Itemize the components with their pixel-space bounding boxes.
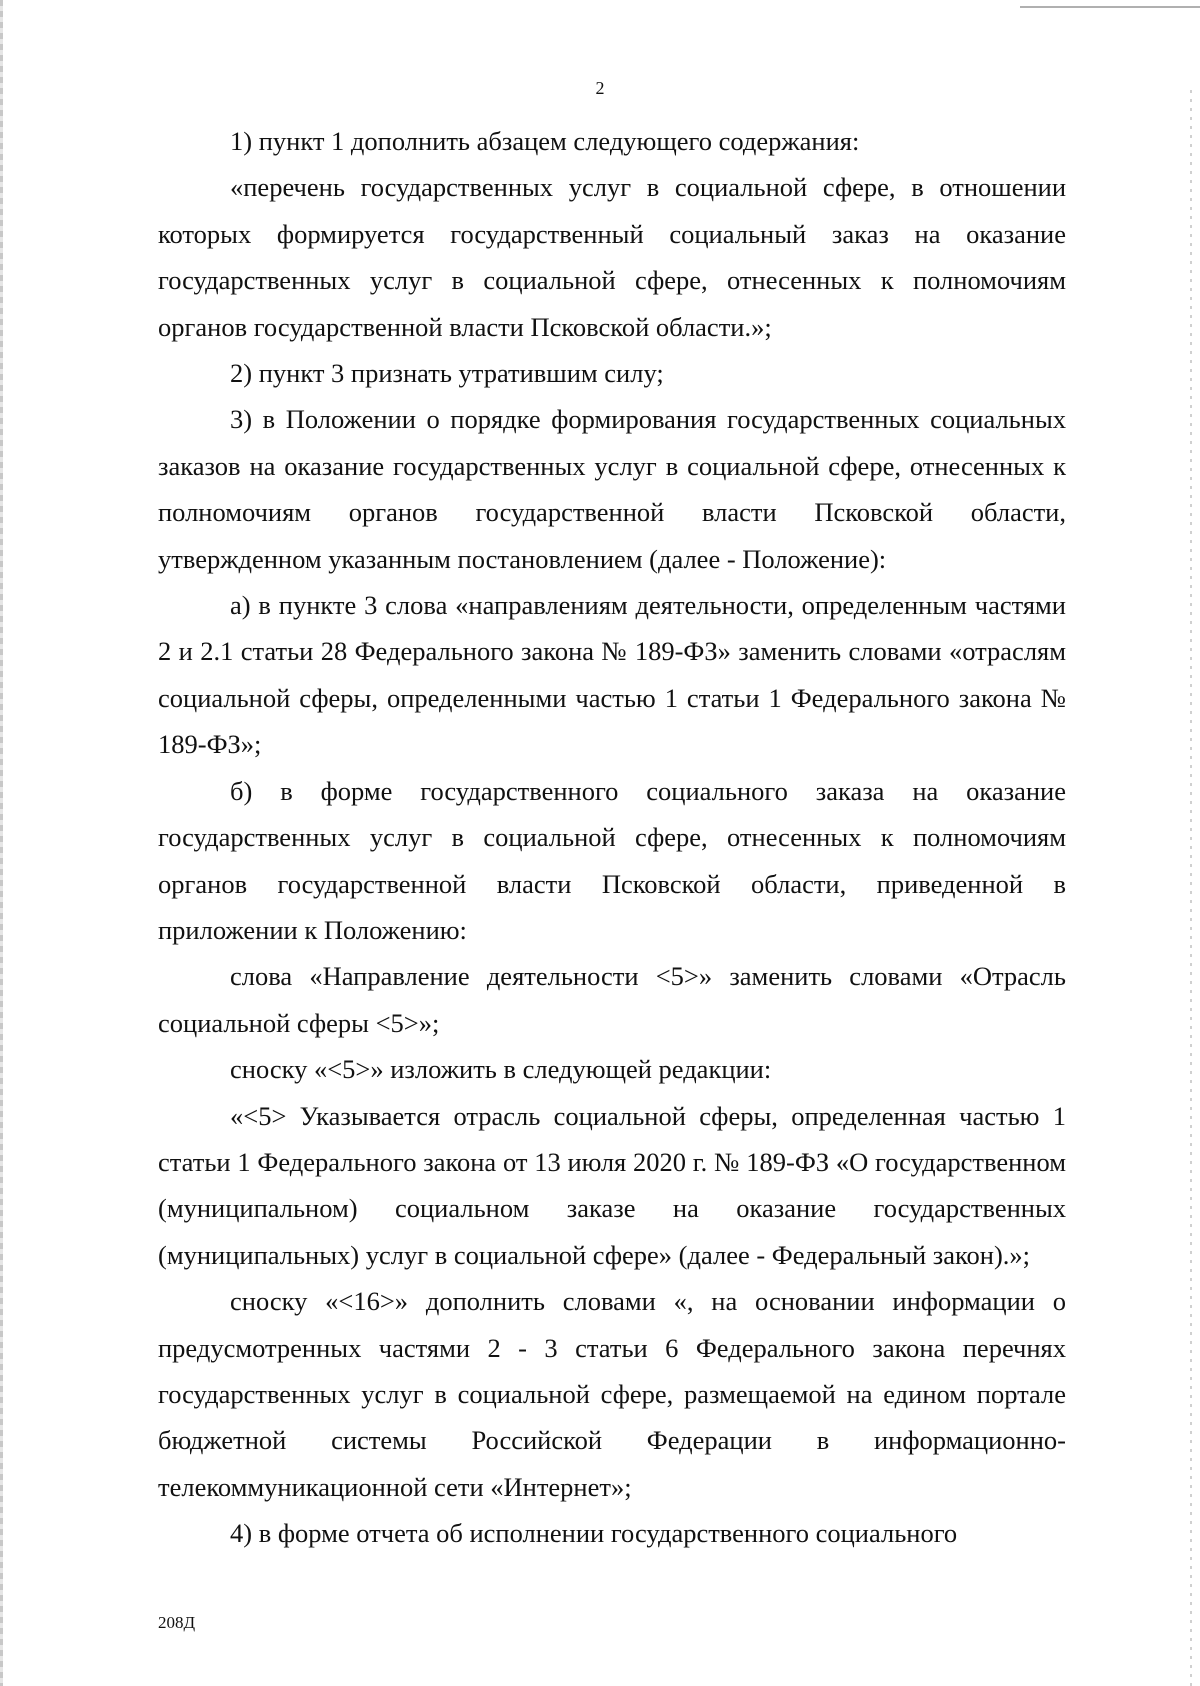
scan-edge-left [0,0,3,1686]
paragraph-footnote-5-text: «<5> Указывается отрасль социальной сферы, определенная частью 1 статьи 1 Федерального закона от 13 июля 2020 г. № 189-ФЗ «О государственном (муниципальном) социальном заказе на оказание государственных (муниципальных) услуг в социальной сфере» (далее - Федеральный закон).»; [158,1100,1066,1270]
paragraph-footnote-5-intro: сноску «<5>» изложить в следующей редакции: [230,1054,772,1085]
paragraph-subitem-b: б) в форме государственного социального заказа на оказание государственных услуг в социальной сфере, отнесенных к полномочиям органов государственной власти Псковской области, приведенной в приложении к Положению: [158,775,1066,945]
paragraph-item-4: 4) в форме отчета об исполнении государственного социального [230,1518,958,1549]
paragraph-replace-words: слова «Направление деятельности <5>» заменить словами «Отрасль социальной сферы <5>»; [158,961,1066,1038]
paragraph-item-3: 3) в Положении о порядке формирования государственных социальных заказов на оказание государственных услуг в социальной сфере, отнесенных к полномочиям органов государственной власти Псковской области, утвержденном указанным постановлением (далее - Положение): [158,404,1066,574]
paragraph-item-2: 2) пункт 3 признать утратившим силу; [230,358,664,389]
document-body [158,118,1066,1557]
scan-edge-top [1020,6,1200,8]
document-code: 208Д [158,1613,196,1632]
paragraph-subitem-a: а) в пункте 3 слова «направлениям деятельности, определенным частями 2 и 2.1 статьи 28 Федерального закона № 189-ФЗ» заменить словами «отраслям социальной сферы, определенными частью 1 статьи 1 Федерального закона № 189-ФЗ»; [158,590,1066,760]
paragraph-new-abzac: «перечень государственных услуг в социальной сфере, в отношении которых формируется государственный социальный заказ на оказание государственных услуг в социальной сфере, отнесенных к полномочиям органов государственной власти Псковской области.»; [158,172,1066,342]
paragraph-footnote-16: сноску «<16>» дополнить словами «, на основании информации о предусмотренных частями 2 - 3 статьи 6 Федерального закона перечнях государственных услуг в социальной сфере, размещаемой на едином портале бюджетной системы Российской Федерации в информационно-телекоммуникационной сети «Интернет»; [158,1286,1066,1502]
paragraph-item-1: 1) пункт 1 дополнить абзацем следующего содержания: [230,126,860,156]
scan-edge-right [1190,90,1192,1686]
page-number: 2 [595,78,605,98]
